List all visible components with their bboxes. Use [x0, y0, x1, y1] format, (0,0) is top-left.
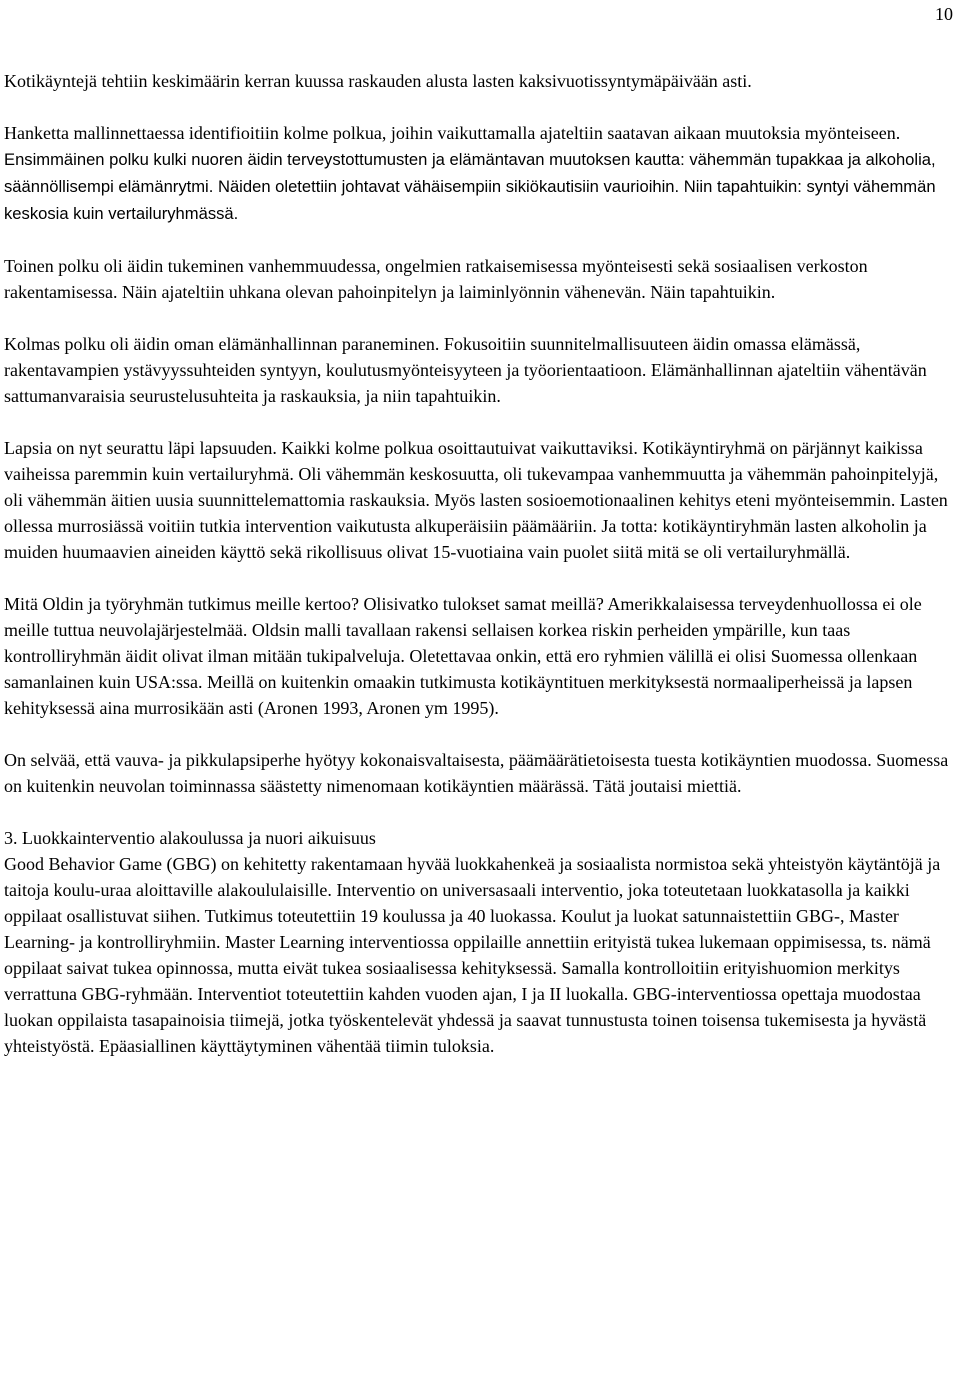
- paragraph-home-visits: Kotikäyntejä tehtiin keskimäärin kerran kuussa raskauden alusta lasten kaksivuotissyntymäpäivään asti.: [4, 71, 752, 91]
- paragraph-three-paths-first: Ensimmäinen polku kulki nuoren äidin terveystottumusten ja elämäntavan muutoksen kautta: vähemmän tupakkaa ja alkoholia, säännöllisempi elämänrytmi. Näiden oletettiin johtavat vähäisempiin sikiökautisiin vaurioihin. Niin tapahtuikin: syntyi vähemmän keskosia kuin vertailuryhmässä.: [4, 150, 936, 223]
- section-heading: 3. Luokkainterventio alakoulussa ja nuori aikuisuus: [4, 828, 376, 848]
- paragraph-second-path: Toinen polku oli äidin tukeminen vanhemmuudessa, ongelmien ratkaisemisessa myönteisesti sekä sosiaalisen verkoston rakentamisessa. Näin ajateltiin uhkana olevan pahoinpitelyn ja laiminlyönnin vähenevän. Näin tapahtuikin.: [4, 256, 868, 302]
- section-classroom-intervention: [4, 825, 956, 1059]
- paragraph-conclusion: On selvää, että vauva- ja pikkulapsiperhe hyötyy kokonaisvaltaisesta, päämäärätietoisesta tuesta kotikäyntien muodossa. Suomessa on kuitenkin neuvolan toiminnassa säästetty nimenomaan kotikäyntien määrässä. Tätä joutaisi miettiä.: [4, 750, 949, 796]
- paragraph-gbg: Good Behavior Game (GBG) on kehitetty rakentamaan hyvää luokkahenkeä ja sosiaalista normistoa sekä yhteistyön käytäntöjä ja taitoja koulu-uraa aloittaville alakoululaisille. Interventio on universasaali interventio, joka toteutetaan luokkatasolla ja kaikki oppilaat osallistuvat siihen. Tutkimus toteutettiin 19 koulussa ja 40 luokassa. Koulut ja luokat satunnaistettiin GBG-, Master Learning- ja kontrolliryhmiin. Master Learning interventiossa oppilaille annettiin erityistä tukea lukemaan oppimisessa, ts. nämä oppilaat saivat tukea opinnossa, mutta eivät tukea sosiaalisessa kehityksessä. Samalla kontrolloitiin erityishuomion merkitys verrattuna GBG-ryhmään. Interventiot toteutettiin kahden vuoden ajan, I ja II luokalla. GBG-interventiossa opettaja muodostaa luokan oppilaista tasapainoisia tiimejä, jotka työskentelevät yhdessä ja saavat tunnustusta toinen toisensa tukemisesta ja hyvästä yhteistyöstä. Epäasiallinen käyttäytyminen vähentää tiimin tuloksia.: [4, 854, 941, 1056]
- paragraph-three-paths-intro: Hanketta mallinnettaessa identifioitiin kolme polkua, joihin vaikuttamalla ajateltiin saatavan aikaan muutoksia myönteiseen.: [4, 123, 901, 143]
- page-number: 10: [935, 4, 953, 24]
- paragraph-follow-up: Lapsia on nyt seurattu läpi lapsuuden. Kaikki kolme polkua osoittautuivat vaikuttaviksi. Kotikäyntiryhmä on pärjännyt kaikissa vaiheissa paremmin kuin vertailuryhmä. Oli vähemmän keskosuutta, oli tukevampaa vanhemmuutta ja vähemmän pahoinpitelyjä, oli vähemmän äitien uusia suunnittelemattomia raskauksia. Myös lasten sosioemotionaalinen kehitys eteni myönteisemmin. Lasten ollessa murrosiässä voitiin tutkia intervention vaikutusta alkuperäisiin päämääriin. Ja totta: kotikäyntiryhmän lasten alkoholin ja muiden huumaavien aineiden käyttö sekä rikollisuus olivat 15-vuotiaina vain puolet siitä mitä se oli vertailuryhmällä.: [4, 438, 948, 562]
- paragraph-third-path: Kolmas polku oli äidin oman elämänhallinnan paraneminen. Fokusoitiin suunnitelmallisuuteen äidin omassa elämässä, rakentavampien ystävyyssuhteiden syntyyn, koulutusmyönteisyyteen ja työorientaatioon. Elämänhallinnan ajateltiin vähentävän sattumanvaraisia seurustelusuhteita ja raskauksia, ja niin tapahtuikin.: [4, 334, 927, 406]
- document-body: [4, 68, 956, 1059]
- paragraph-three-paths: [4, 120, 956, 227]
- paragraph-olds-discussion: Mitä Oldin ja työryhmän tutkimus meille kertoo? Olisivatko tulokset samat meillä? Amerikkalaisessa terveydenhuollossa ei ole meille tuttua neuvolajärjestelmää. Oldsin malli tavallaan rakensi sellaisen korkea riskin perheiden ympärille, kun taas kontrolliryhmän äidit olivat ilman mitään tukipalveluja. Oletettavaa onkin, että ero ryhmien välillä ei olisi Suomessa ollenkaan samanlainen kuin USA:ssa. Meillä on kuitenkin omaakin tutkimusta kotikäyntituen merkityksestä normaaliperheissä ja lapsen kehityksessä aina murrosikään asti (Aronen 1993, Aronen ym 1995).: [4, 594, 922, 718]
